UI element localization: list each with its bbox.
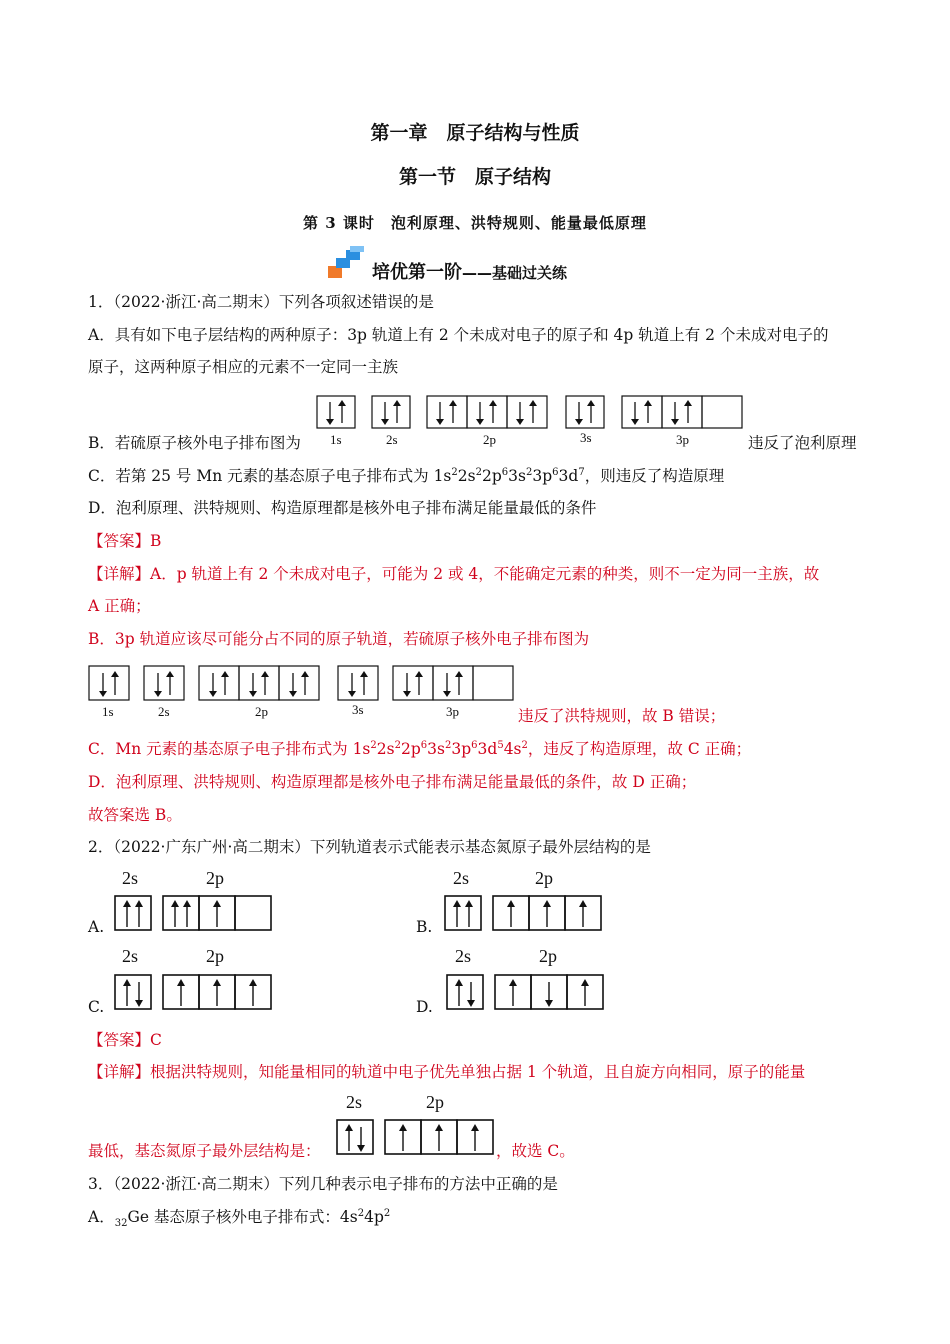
q1-label-2p: 2p (483, 432, 496, 447)
lesson-title: 第 3 课时 泡利原理、洪特规则、能量最低原理 (303, 214, 647, 232)
q2-option-b-label: B. (416, 918, 433, 936)
q2-c-label-2p: 2p (206, 946, 224, 966)
q1-hund-label-3s: 3s (352, 702, 364, 717)
q1-orbital-diagram-hund (88, 664, 518, 722)
q2-explanation-1: 【详解】根据洪特规则，知能量相同的轨道中电子优先单独占据 1 个轨道，且自旋方向相同，原子的能量 (88, 1063, 806, 1081)
q2-b-label-2s: 2s (453, 868, 470, 888)
q1-option-b-tail: 违反了泡利原理 (748, 434, 857, 452)
q3-option-a: A．$_{32}$Ge 基态原子核外电子排布式：$4s^24p^2$ (88, 1207, 391, 1230)
q1-option-a-line2: 原子，这两种原子相应的元素不一定同一主族 (88, 358, 399, 376)
q1-label-1s: 1s (330, 432, 342, 447)
q2-answer: 【答案】C (88, 1031, 162, 1049)
q1-hund-label-2s: 2s (158, 704, 170, 719)
q2-explanation-2: 最低，基态氮原子最外层结构是： (88, 1142, 321, 1160)
q1-option-d: D．泡利原理、洪特规则、构造原理都是核外电子排布满足能量最低的条件 (88, 499, 597, 517)
q1-stem: 1．（2022·浙江·高二期末）下列各项叙述错误的是 (88, 293, 434, 311)
q2-option-c-diagram (114, 973, 274, 1017)
q2-c-label-2s: 2s (122, 946, 139, 966)
q1-explanation-end: 故答案选 B。 (88, 806, 182, 824)
q1-explanation-d: D．泡利原理、洪特规则、构造原理都是核外电子排布满足能量最低的条件，故 D 正确； (88, 773, 697, 791)
q1-explanation-c: C．Mn 元素的基态原子电子排布式为 $1s^22s^22p^63s^23p^63d^54s^2$，违反了构造原理，故 C 正确； (88, 739, 752, 758)
q2-d-label-2s: 2s (455, 946, 472, 966)
tier-main: 培优第一阶 (372, 262, 462, 283)
q1-orbital-diagram-pauli (316, 394, 746, 452)
q2-a-label-2s: 2s (122, 868, 139, 888)
q1-hund-label-1s: 1s (102, 704, 114, 719)
tier-sub: ——基础过关练 (462, 264, 568, 282)
q1-label-2s: 2s (386, 432, 398, 447)
section-title: 第一节 原子结构 (398, 166, 551, 188)
q3-stem: 3．（2022·浙江·高二期末）下列几种表示电子排布的方法中正确的是 (88, 1175, 558, 1193)
q1-label-3s: 3s (580, 430, 592, 445)
q2-option-a-diagram (114, 894, 274, 938)
chapter-title: 第一章 原子结构与性质 (370, 122, 580, 144)
q1-option-b-text: B．若硫原子核外电子排布图为 (88, 434, 301, 452)
q2-exp-diagram (336, 1118, 496, 1162)
steps-logo-icon (328, 246, 372, 278)
q1-hund-label-2p: 2p (255, 704, 268, 719)
q2-option-d-diagram (446, 973, 606, 1017)
q2-option-c-label: C. (88, 998, 105, 1016)
q2-stem: 2．（2022·广东广州·高二期末）下列轨道表示式能表示基态氮原子最外层结构的是 (88, 838, 651, 856)
q1-explanation-b: B．3p 轨道应该尽可能分占不同的原子轨道，若硫原子核外电子排布图为 (88, 630, 590, 648)
q2-d-label-2p: 2p (539, 946, 557, 966)
q2-option-a-label: A. (88, 918, 105, 936)
q1-explanation-a2: A 正确； (88, 597, 151, 615)
q2-option-d-label: D. (416, 998, 433, 1016)
q2-explanation-2-tail: ，故选 C。 (496, 1142, 575, 1160)
q1-label-3p: 3p (676, 432, 689, 447)
q1-explanation-b-tail: 违反了洪特规则，故 B 错误； (518, 707, 726, 725)
q1-hund-label-3p: 3p (446, 704, 459, 719)
q2-a-label-2p: 2p (206, 868, 224, 888)
q2-exp-label-2p: 2p (426, 1092, 444, 1112)
q1-option-a-line1: A．具有如下电子层结构的两种原子：3p 轨道上有 2 个未成对电子的原子和 4p 轨道上有 2 个未成对电子的 (88, 326, 829, 344)
q2-option-b-diagram (444, 894, 604, 938)
q2-exp-label-2s: 2s (346, 1092, 363, 1112)
q1-answer: 【答案】B (88, 532, 162, 550)
q1-explanation-a1: 【详解】A．p 轨道上有 2 个未成对电子，可能为 2 或 4，不能确定元素的种类，则不一定为同一主族，故 (88, 565, 820, 583)
q2-b-label-2p: 2p (535, 868, 553, 888)
q1-option-c: C．若第 25 号 Mn 元素的基态原子电子排布式为 $1s^22s^22p^63s^23p^63d^7$，则违反了构造原理 (88, 466, 725, 485)
tier-heading (372, 258, 567, 284)
